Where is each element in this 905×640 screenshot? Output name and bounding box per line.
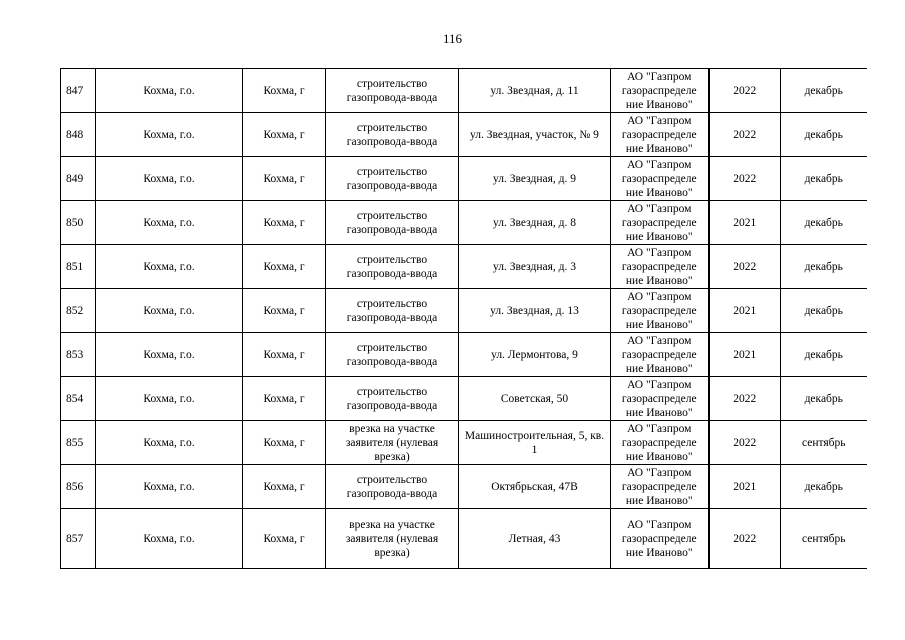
district-cell: Кохма, г.о. [96,465,243,509]
work-type-cell: строительство газопровода-ввода [326,113,459,157]
row-number: 854 [61,377,96,421]
month-cell: декабрь [781,157,867,201]
address-cell: ул. Звездная, участок, № 9 [459,113,611,157]
organization-cell: АО "Газпром газораспределе ние Иваново" [611,421,709,465]
year-cell: 2022 [709,245,781,289]
row-number: 855 [61,421,96,465]
year-cell: 2022 [709,509,781,569]
year-cell: 2022 [709,69,781,113]
organization-cell: АО "Газпром газораспределе ние Иваново" [611,245,709,289]
work-type-cell: строительство газопровода-ввода [326,377,459,421]
month-cell: декабрь [781,465,867,509]
district-cell: Кохма, г.о. [96,377,243,421]
work-type-cell: строительство газопровода-ввода [326,157,459,201]
table-row [61,113,867,157]
address-cell: ул. Звездная, д. 9 [459,157,611,201]
row-number: 852 [61,289,96,333]
row-number: 851 [61,245,96,289]
address-cell: Октябрьская, 47В [459,465,611,509]
month-cell: сентябрь [781,509,867,569]
locality-cell: Кохма, г [243,509,326,569]
work-type-cell: врезка на участке заявителя (нулевая врезка) [326,421,459,465]
district-cell: Кохма, г.о. [96,201,243,245]
locality-cell: Кохма, г [243,245,326,289]
district-cell: Кохма, г.о. [96,421,243,465]
organization-cell: АО "Газпром газораспределе ние Иваново" [611,465,709,509]
table-row [61,377,867,421]
table-row [61,245,867,289]
work-type-cell: строительство газопровода-ввода [326,289,459,333]
year-cell: 2021 [709,289,781,333]
year-cell: 2021 [709,333,781,377]
year-cell: 2022 [709,113,781,157]
row-number: 853 [61,333,96,377]
work-type-cell: строительство газопровода-ввода [326,245,459,289]
table-row [61,157,867,201]
locality-cell: Кохма, г [243,377,326,421]
organization-cell: АО "Газпром газораспределе ние Иваново" [611,377,709,421]
locality-cell: Кохма, г [243,333,326,377]
work-type-cell: врезка на участке заявителя (нулевая врезка) [326,509,459,569]
month-cell: декабрь [781,201,867,245]
address-cell: ул. Звездная, д. 13 [459,289,611,333]
page-number: 116 [442,31,463,46]
district-cell: Кохма, г.о. [96,333,243,377]
row-number: 849 [61,157,96,201]
address-cell: ул. Звездная, д. 11 [459,69,611,113]
work-type-cell: строительство газопровода-ввода [326,69,459,113]
locality-cell: Кохма, г [243,421,326,465]
month-cell: декабрь [781,245,867,289]
organization-cell: АО "Газпром газораспределе ние Иваново" [611,289,709,333]
organization-cell: АО "Газпром газораспределе ние Иваново" [611,69,709,113]
table-row [61,289,867,333]
organization-cell: АО "Газпром газораспределе ние Иваново" [611,113,709,157]
address-cell: ул. Лермонтова, 9 [459,333,611,377]
locality-cell: Кохма, г [243,289,326,333]
locality-cell: Кохма, г [243,157,326,201]
address-cell: ул. Звездная, д. 8 [459,201,611,245]
work-type-cell: строительство газопровода-ввода [326,333,459,377]
row-number: 856 [61,465,96,509]
district-cell: Кохма, г.о. [96,157,243,201]
year-cell: 2022 [709,421,781,465]
work-type-cell: строительство газопровода-ввода [326,465,459,509]
locality-cell: Кохма, г [243,69,326,113]
table-row [61,201,867,245]
locality-cell: Кохма, г [243,113,326,157]
table-row [61,69,867,113]
year-cell: 2021 [709,465,781,509]
district-cell: Кохма, г.о. [96,509,243,569]
organization-cell: АО "Газпром газораспределе ние Иваново" [611,509,709,569]
district-cell: Кохма, г.о. [96,289,243,333]
month-cell: сентябрь [781,421,867,465]
month-cell: декабрь [781,289,867,333]
address-cell: Машиностроительная, 5, кв. 1 [459,421,611,465]
organization-cell: АО "Газпром газораспределе ние Иваново" [611,333,709,377]
month-cell: декабрь [781,377,867,421]
district-cell: Кохма, г.о. [96,113,243,157]
table-row [61,333,867,377]
table-row [61,465,867,509]
month-cell: декабрь [781,113,867,157]
gas-connection-table [60,68,867,569]
locality-cell: Кохма, г [243,465,326,509]
row-number: 857 [61,509,96,569]
locality-cell: Кохма, г [243,201,326,245]
year-cell: 2021 [709,201,781,245]
district-cell: Кохма, г.о. [96,245,243,289]
organization-cell: АО "Газпром газораспределе ние Иваново" [611,201,709,245]
work-type-cell: строительство газопровода-ввода [326,201,459,245]
table-row [61,421,867,465]
row-number: 850 [61,201,96,245]
row-number: 847 [61,69,96,113]
month-cell: декабрь [781,69,867,113]
district-cell: Кохма, г.о. [96,69,243,113]
organization-cell: АО "Газпром газораспределе ние Иваново" [611,157,709,201]
address-cell: Летная, 43 [459,509,611,569]
table-row [61,509,867,569]
year-cell: 2022 [709,377,781,421]
row-number: 848 [61,113,96,157]
month-cell: декабрь [781,333,867,377]
address-cell: ул. Звездная, д. 3 [459,245,611,289]
address-cell: Советская, 50 [459,377,611,421]
year-cell: 2022 [709,157,781,201]
